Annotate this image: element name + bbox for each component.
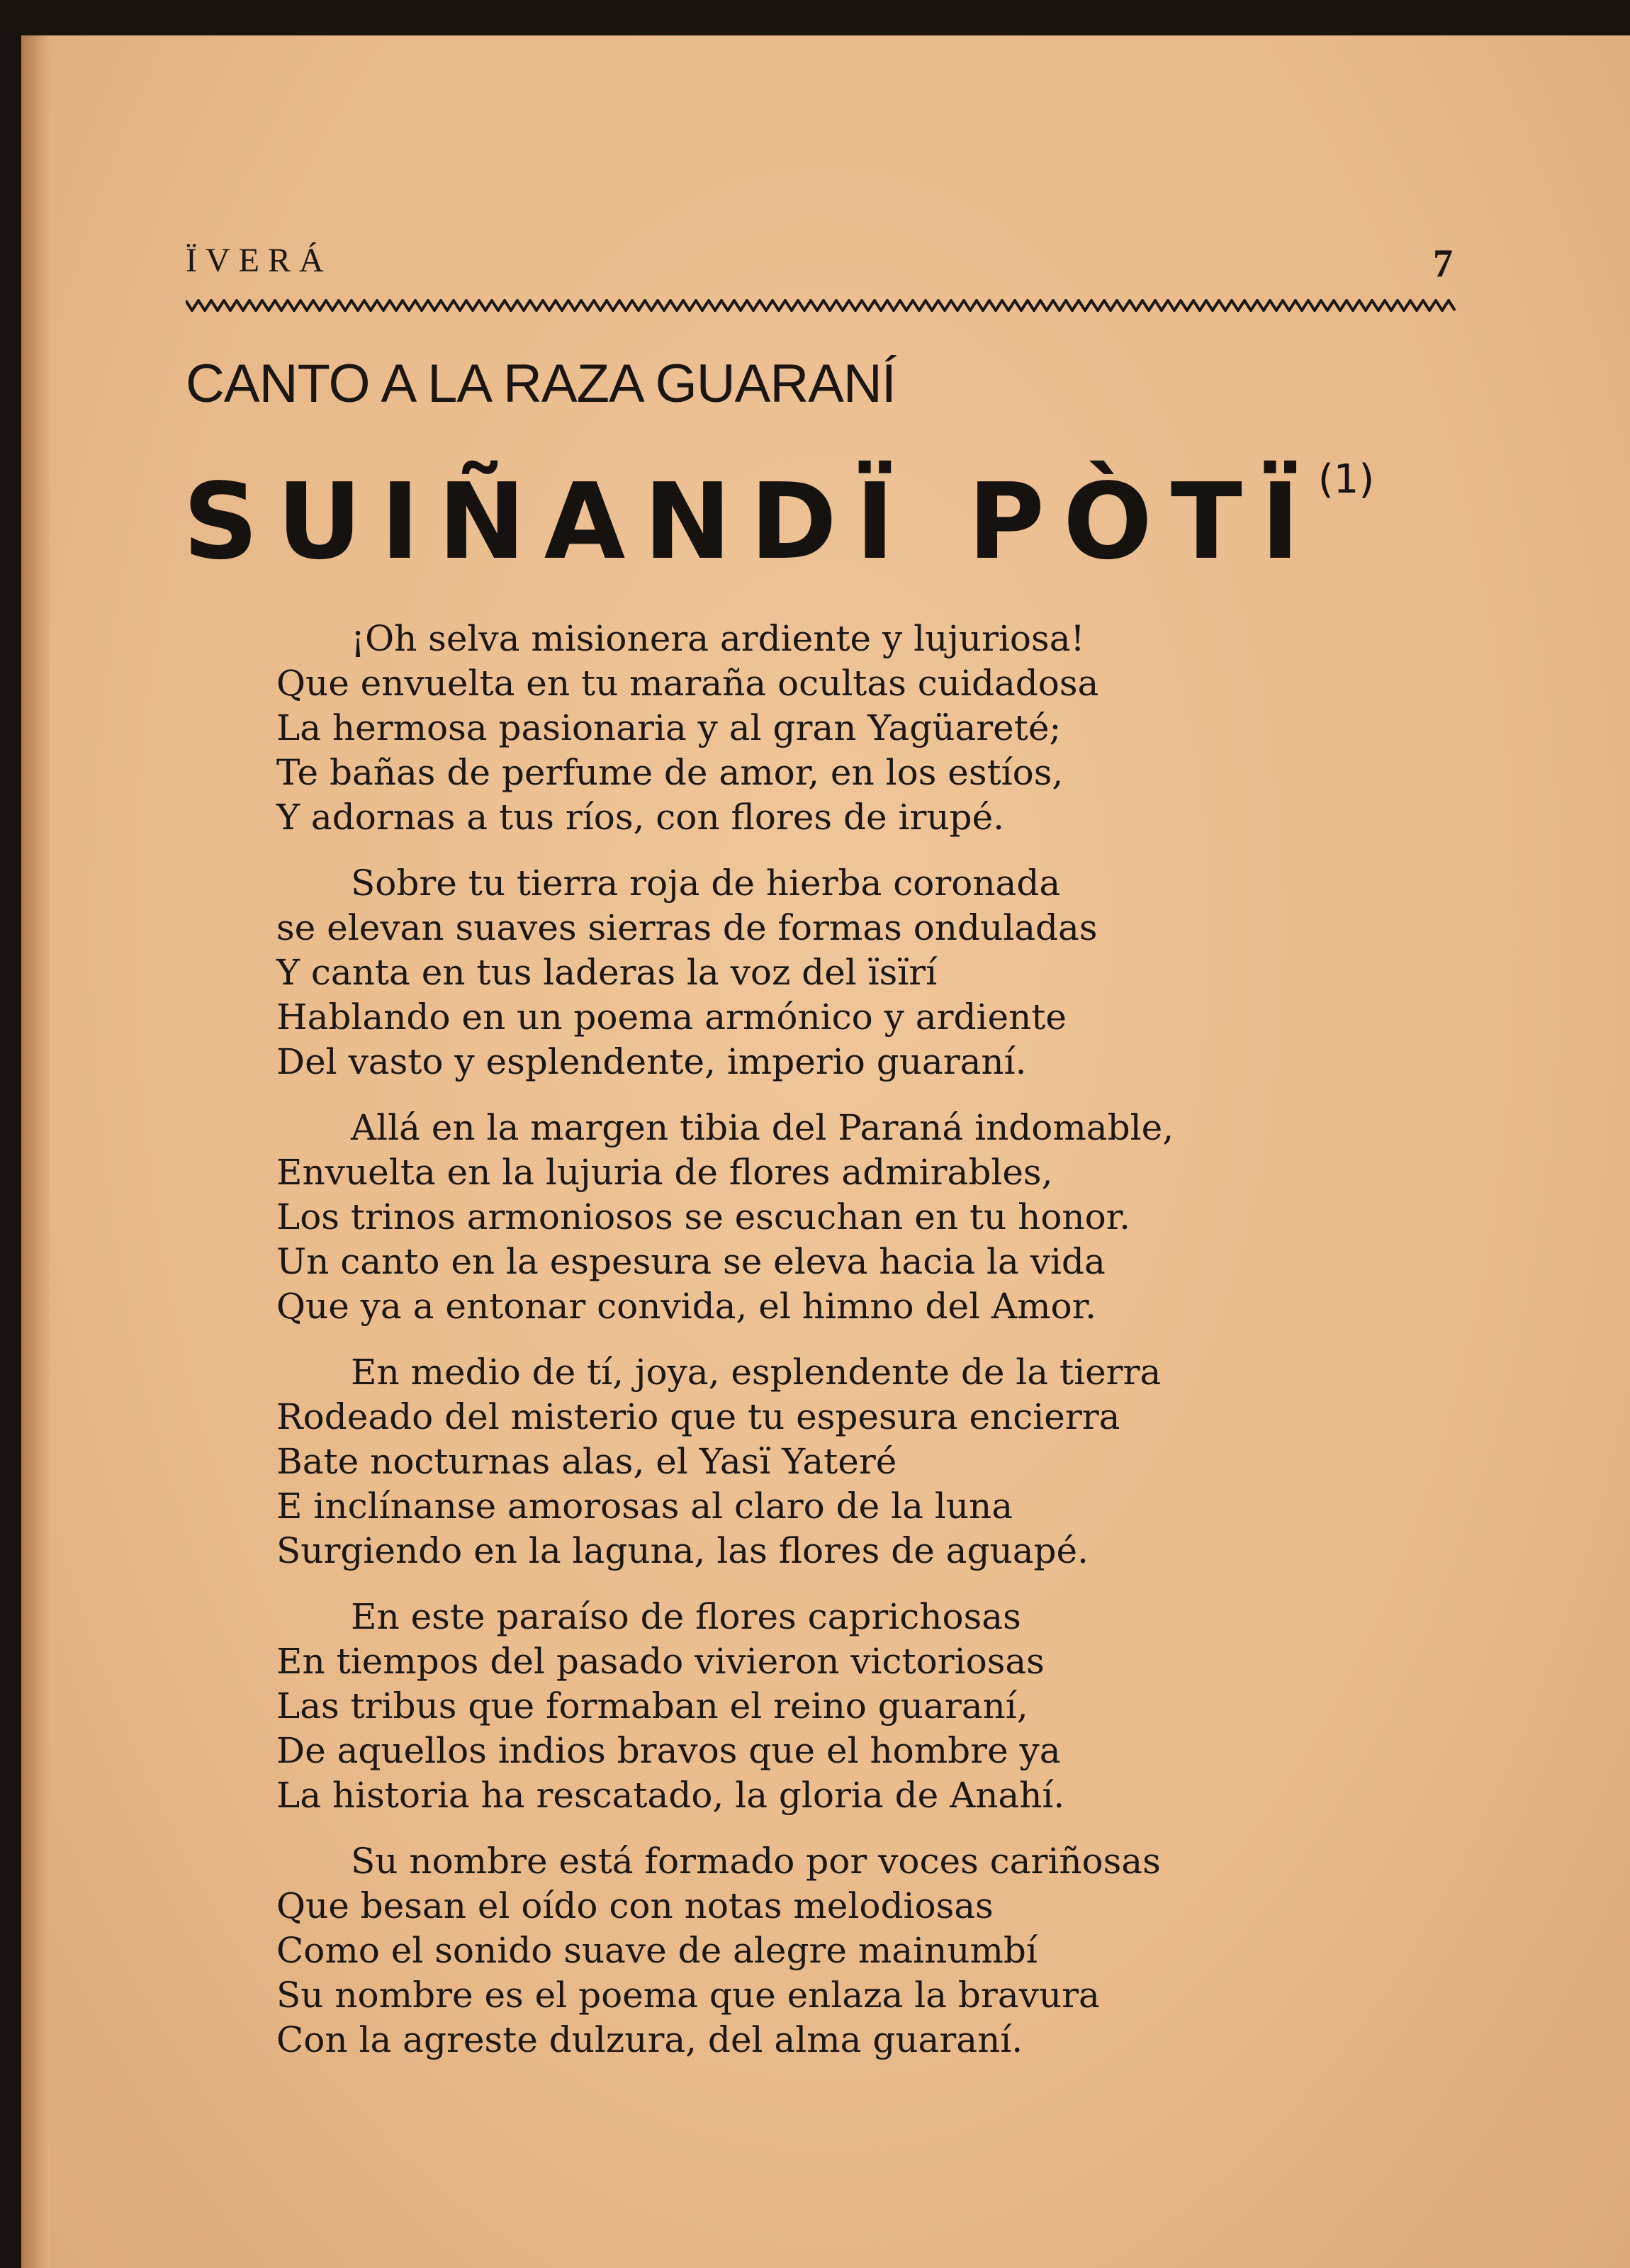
poem-line: Hablando en un poema armónico y ardiente <box>276 997 1067 1038</box>
poem-line: Con la agreste dulzura, del alma guaraní. <box>276 2019 1023 2060</box>
poem-line: Y adornas a tus ríos, con flores de irupé. <box>276 797 1005 838</box>
poem-line: Los trinos armoniosos se escuchan en tu honor. <box>276 1196 1131 1237</box>
poem-line: ¡Oh selva misionera ardiente y lujuriosa! <box>351 618 1085 659</box>
poem-line: Envuelta en la lujuria de flores admirables, <box>276 1152 1053 1193</box>
poem-title <box>183 456 1375 583</box>
poem-title-text: SUIÑANDÏ PÒTÏ <box>183 461 1318 583</box>
stanza <box>276 861 1269 1084</box>
zigzag-rule <box>186 299 1456 312</box>
poem-line: En tiempos del pasado vivieron victoriosas <box>276 1641 1045 1682</box>
stanza <box>276 1350 1269 1573</box>
poem-line: De aquellos indios bravos que el hombre ya <box>276 1730 1061 1771</box>
stanza <box>276 1839 1269 2062</box>
poem-line: Que ya a entonar convida, el himno del Amor. <box>276 1286 1096 1327</box>
poem-line: E inclínanse amorosas al claro de la luna <box>276 1486 1013 1527</box>
book-page <box>21 35 1630 2268</box>
stanza <box>276 1595 1269 1818</box>
poem-line: Su nombre es el poema que enlaza la bravura <box>276 1975 1100 2016</box>
poem-line: Su nombre está formado por voces cariñosas <box>351 1841 1161 1882</box>
poem-line: Bate nocturnas alas, el Yasï Yateré <box>276 1441 897 1482</box>
page-number: 7 <box>1433 242 1453 286</box>
stanza <box>276 1106 1269 1329</box>
poem-line: Del vasto y esplendente, imperio guaraní. <box>276 1041 1027 1082</box>
running-title: ÏVERÁ <box>186 242 332 279</box>
poem-line: Que envuelta en tu maraña ocultas cuidadosa <box>276 663 1099 704</box>
page-gutter <box>21 35 50 2268</box>
poem-line: Las tribus que formaban el reino guaraní, <box>276 1685 1028 1727</box>
poem-line: Te bañas de perfume de amor, en los estíos, <box>276 752 1064 793</box>
poem-line: se elevan suaves sierras de formas onduladas <box>276 907 1098 948</box>
poem-line: Y canta en tus laderas la voz del ïsïrí <box>276 952 938 993</box>
poem-line: La historia ha rescatado, la gloria de Anahí. <box>276 1775 1065 1816</box>
footnote-mark: (1) <box>1317 456 1375 503</box>
poem-line: Un canto en la espesura se eleva hacia la vida <box>276 1241 1106 1282</box>
poem-line: Rodeado del misterio que tu espesura encierra <box>276 1396 1120 1437</box>
poem-subtitle: CANTO A LA RAZA GUARANÍ <box>186 354 896 414</box>
stanza <box>276 617 1269 840</box>
poem-line: Como el sonido suave de alegre mainumbí <box>276 1930 1038 1971</box>
poem-line: Surgiendo en la laguna, las flores de aguapé. <box>276 1530 1089 1571</box>
poem-line: Sobre tu tierra roja de hierba coronada <box>351 863 1061 904</box>
poem-line: La hermosa pasionaria y al gran Yagüareté; <box>276 707 1062 748</box>
poem-line: Que besan el oído con notas melodiosas <box>276 1885 994 1926</box>
poem-body <box>276 617 1269 2084</box>
poem-line: En este paraíso de flores caprichosas <box>351 1596 1021 1637</box>
poem-line: En medio de tí, joya, esplendente de la tierra <box>351 1352 1162 1393</box>
poem-line: Allá en la margen tibia del Paraná indomable, <box>351 1107 1174 1148</box>
